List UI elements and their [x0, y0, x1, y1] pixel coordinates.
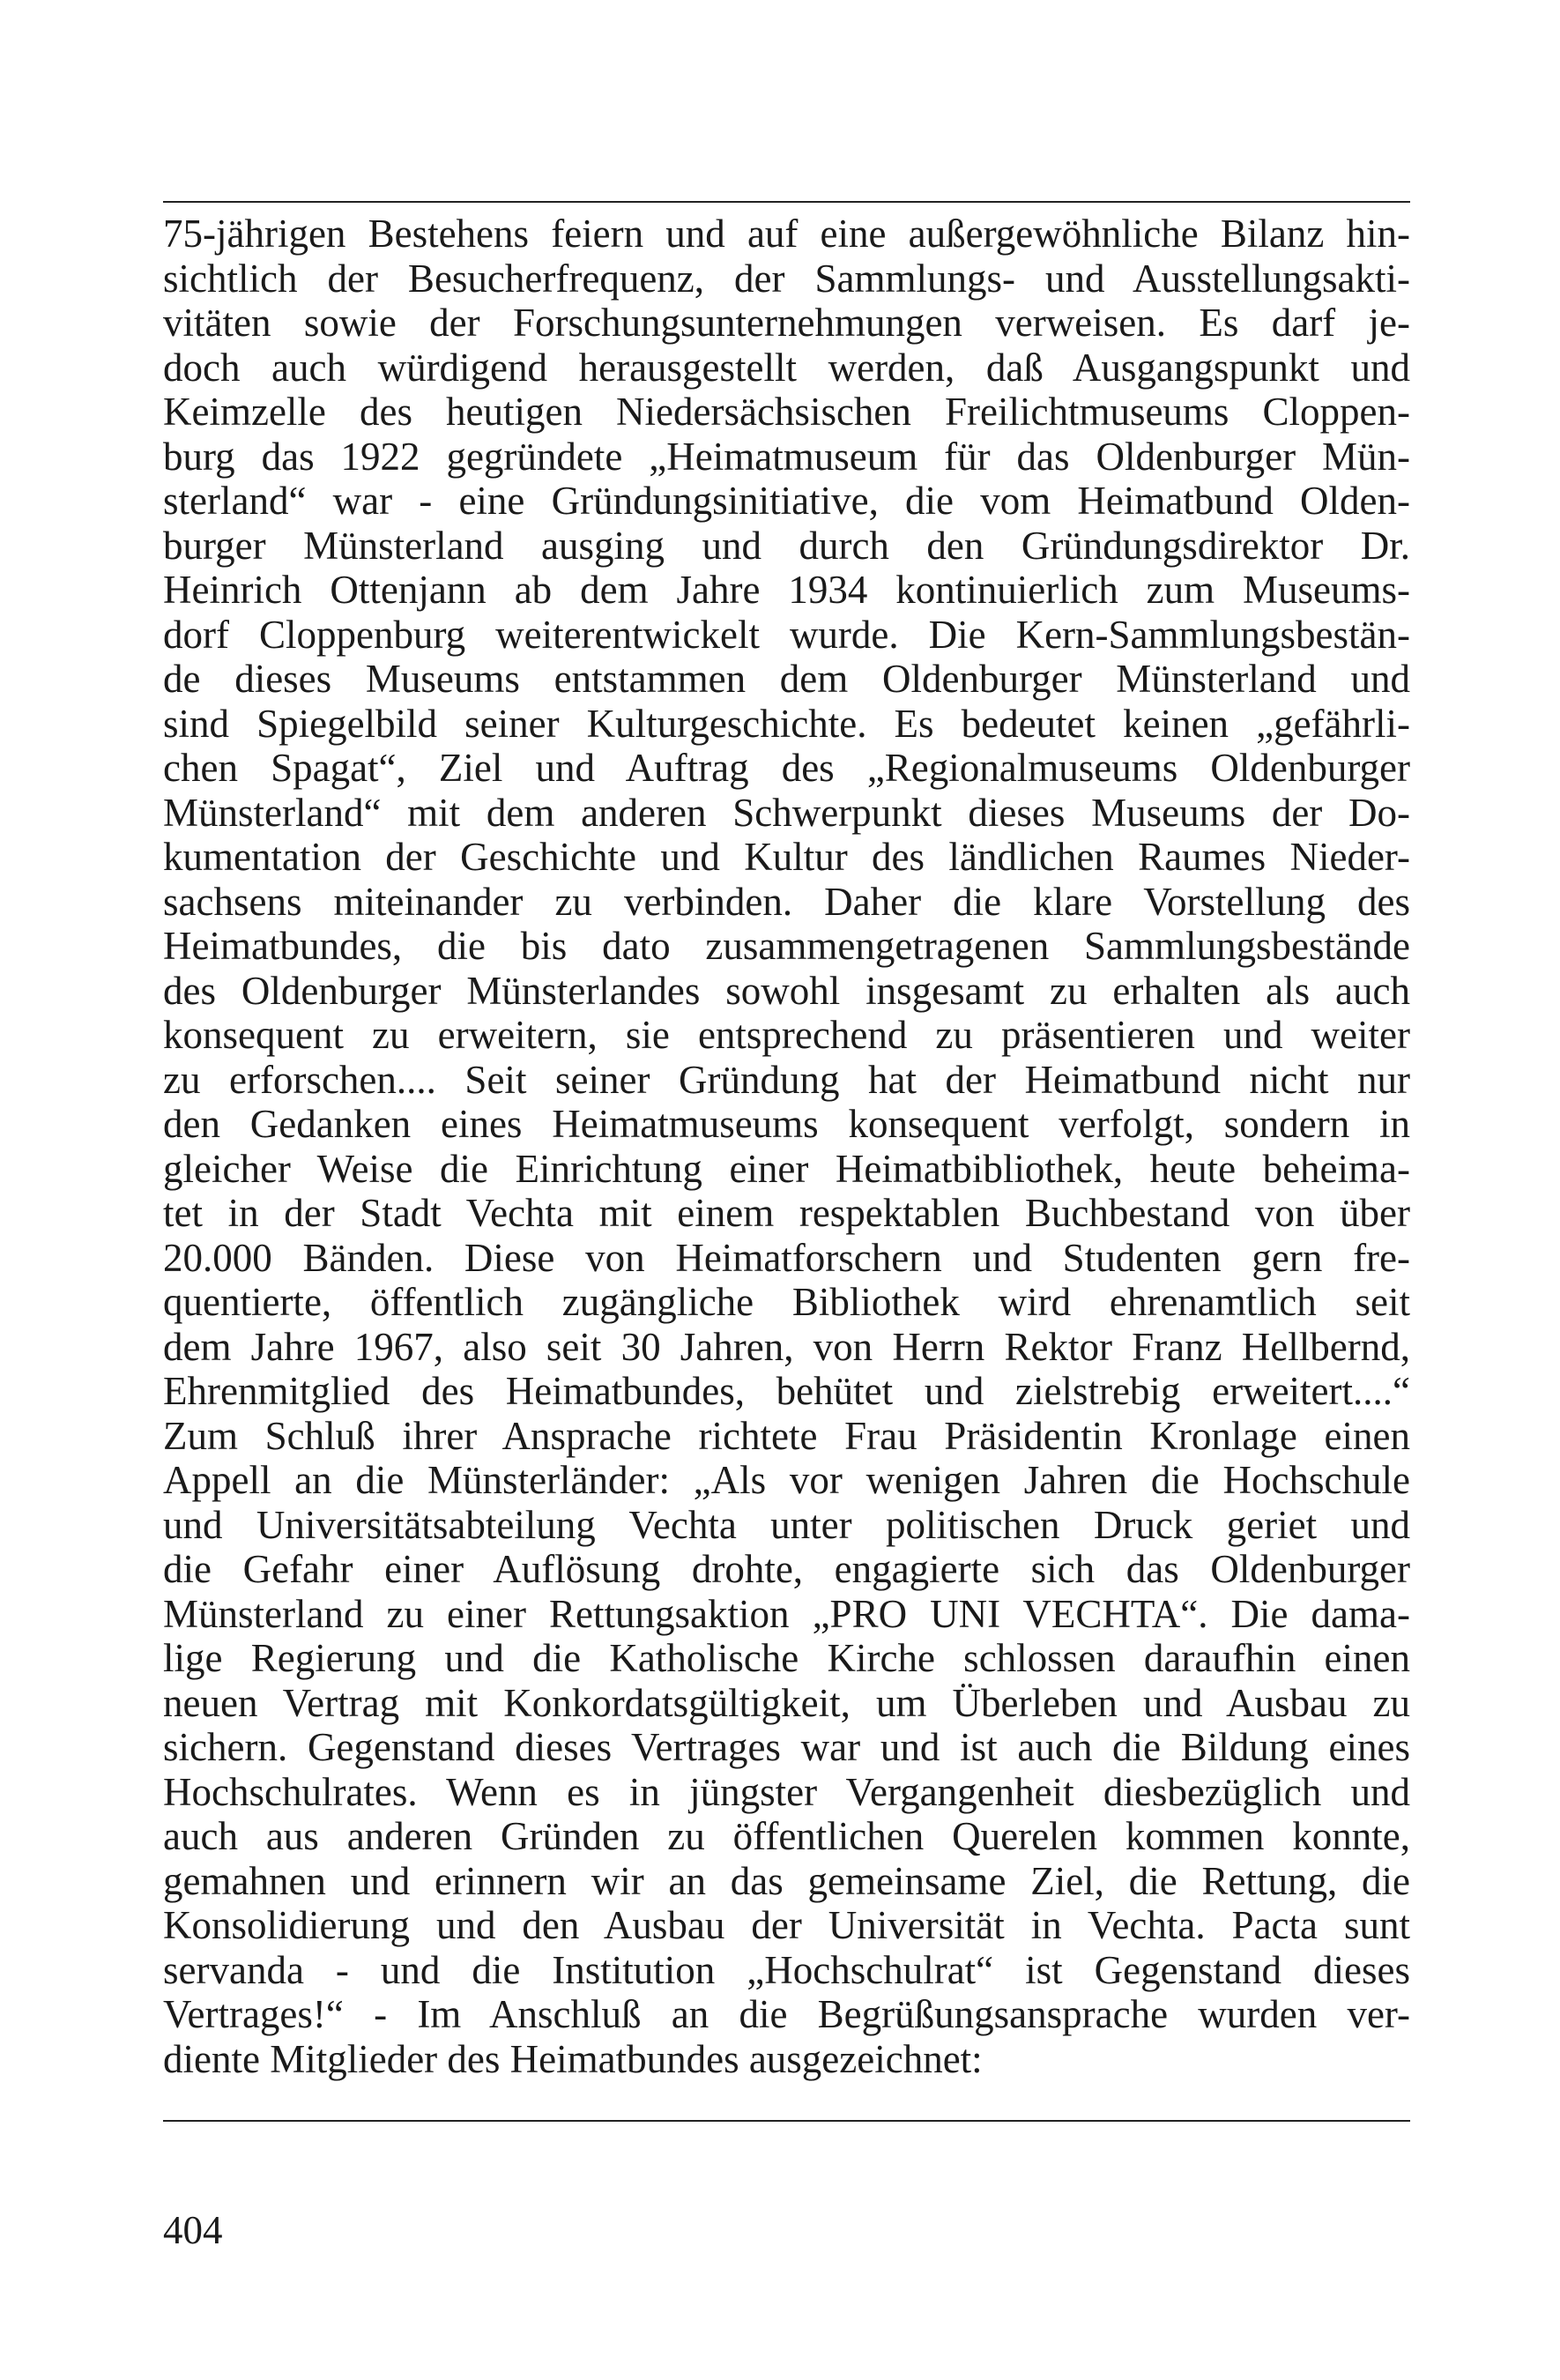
- text-line: die Gefahr einer Auflösung drohte, engagierte sich das Oldenburger: [163, 1547, 1410, 1591]
- text-line: servanda - und die Institution „Hochschulrat“ ist Gegenstand dieses: [163, 1947, 1410, 1992]
- text-line: burger Münsterland ausging und durch den Gründungsdirektor Dr.: [163, 523, 1410, 568]
- text-line: Heinrich Ottenjann ab dem Jahre 1934 kontinuierlich zum Museums-: [163, 568, 1410, 612]
- text-line: doch auch würdigend herausgestellt werden, daß Ausgangspunkt und: [163, 345, 1410, 390]
- text-line: 75-jährigen Bestehens feiern und auf eine außergewöhnliche Bilanz hin-: [163, 212, 1410, 256]
- bottom-rule: [163, 2120, 1410, 2122]
- text-line: Heimatbundes, die bis dato zusammengetragenen Sammlungsbestände: [163, 924, 1410, 968]
- text-line: tet in der Stadt Vechta mit einem respektablen Buchbestand von über: [163, 1191, 1410, 1235]
- text-line: sachsens miteinander zu verbinden. Daher die klare Vorstellung des: [163, 879, 1410, 924]
- top-rule: [163, 201, 1410, 203]
- text-line: Zum Schluß ihrer Ansprache richtete Frau Präsidentin Kronlage einen: [163, 1413, 1410, 1458]
- text-line: auch aus anderen Gründen zu öffentlichen Querelen kommen konnte,: [163, 1814, 1410, 1858]
- text-line: kumentation der Geschichte und Kultur des ländlichen Raumes Nieder-: [163, 835, 1410, 879]
- body-text: [163, 212, 1410, 2081]
- text-line: gemahnen und erinnern wir an das gemeinsame Ziel, die Rettung, die: [163, 1858, 1410, 1903]
- text-line: sterland“ war - eine Gründungsinitiative, die vom Heimatbund Olden-: [163, 479, 1410, 523]
- text-line: chen Spagat“, Ziel und Auftrag des „Regionalmuseums Oldenburger: [163, 746, 1410, 790]
- text-line: vitäten sowie der Forschungsunternehmungen verweisen. Es darf je-: [163, 301, 1410, 345]
- text-line: Münsterland zu einer Rettungsaktion „PRO UNI VECHTA“. Die dama-: [163, 1591, 1410, 1636]
- text-line: Ehrenmitglied des Heimatbundes, behütet und zielstrebig erweitert....“: [163, 1369, 1410, 1413]
- text-line: konsequent zu erweitern, sie entsprechend zu präsentieren und weiter: [163, 1013, 1410, 1057]
- text-line: gleicher Weise die Einrichtung einer Heimatbibliothek, heute beheima-: [163, 1146, 1410, 1191]
- text-line: lige Regierung und die Katholische Kirche schlossen daraufhin einen: [163, 1636, 1410, 1680]
- text-line: sind Spiegelbild seiner Kulturgeschichte. Es bedeutet keinen „gefährli-: [163, 701, 1410, 746]
- text-line: Vertrages!“ - Im Anschluß an die Begrüßungsansprache wurden ver-: [163, 1992, 1410, 2036]
- text-line: Hochschulrates. Wenn es in jüngster Vergangenheit diesbezüglich und: [163, 1769, 1410, 1814]
- text-line: des Oldenburger Münsterlandes sowohl insgesamt zu erhalten als auch: [163, 968, 1410, 1013]
- text-line: und Universitätsabteilung Vechta unter politischen Druck geriet und: [163, 1502, 1410, 1547]
- text-line: 20.000 Bänden. Diese von Heimatforschern und Studenten gern fre-: [163, 1235, 1410, 1280]
- text-line: zu erforschen.... Seit seiner Gründung hat der Heimatbund nicht nur: [163, 1057, 1410, 1102]
- text-line: Konsolidierung und den Ausbau der Universität in Vechta. Pacta sunt: [163, 1903, 1410, 1947]
- text-line: neuen Vertrag mit Konkordatsgültigkeit, um Überleben und Ausbau zu: [163, 1680, 1410, 1725]
- text-line: sichtlich der Besucherfrequenz, der Sammlungs- und Ausstellungsakti-: [163, 256, 1410, 301]
- text-line: Keimzelle des heutigen Niedersächsischen Freilichtmuseums Cloppen-: [163, 390, 1410, 434]
- text-line: Appell an die Münsterländer: „Als vor wenigen Jahren die Hochschule: [163, 1458, 1410, 1502]
- text-line: Münsterland“ mit dem anderen Schwerpunkt dieses Museums der Do-: [163, 790, 1410, 835]
- text-line: sichern. Gegenstand dieses Vertrages war und ist auch die Bildung eines: [163, 1725, 1410, 1769]
- text-line: diente Mitglieder des Heimatbundes ausgezeichnet:: [163, 2036, 983, 2081]
- text-line: burg das 1922 gegründete „Heimatmuseum für das Oldenburger Mün-: [163, 434, 1410, 479]
- page-number: 404: [163, 2208, 223, 2252]
- text-line: dem Jahre 1967, also seit 30 Jahren, von Herrn Rektor Franz Hellbernd,: [163, 1324, 1410, 1369]
- text-line: dorf Cloppenburg weiterentwickelt wurde. Die Kern-Sammlungsbestän-: [163, 612, 1410, 657]
- text-line: de dieses Museums entstammen dem Oldenburger Münsterland und: [163, 657, 1410, 701]
- text-line: quentierte, öffentlich zugängliche Bibliothek wird ehrenamtlich seit: [163, 1280, 1410, 1324]
- text-line: den Gedanken eines Heimatmuseums konsequent verfolgt, sondern in: [163, 1102, 1410, 1146]
